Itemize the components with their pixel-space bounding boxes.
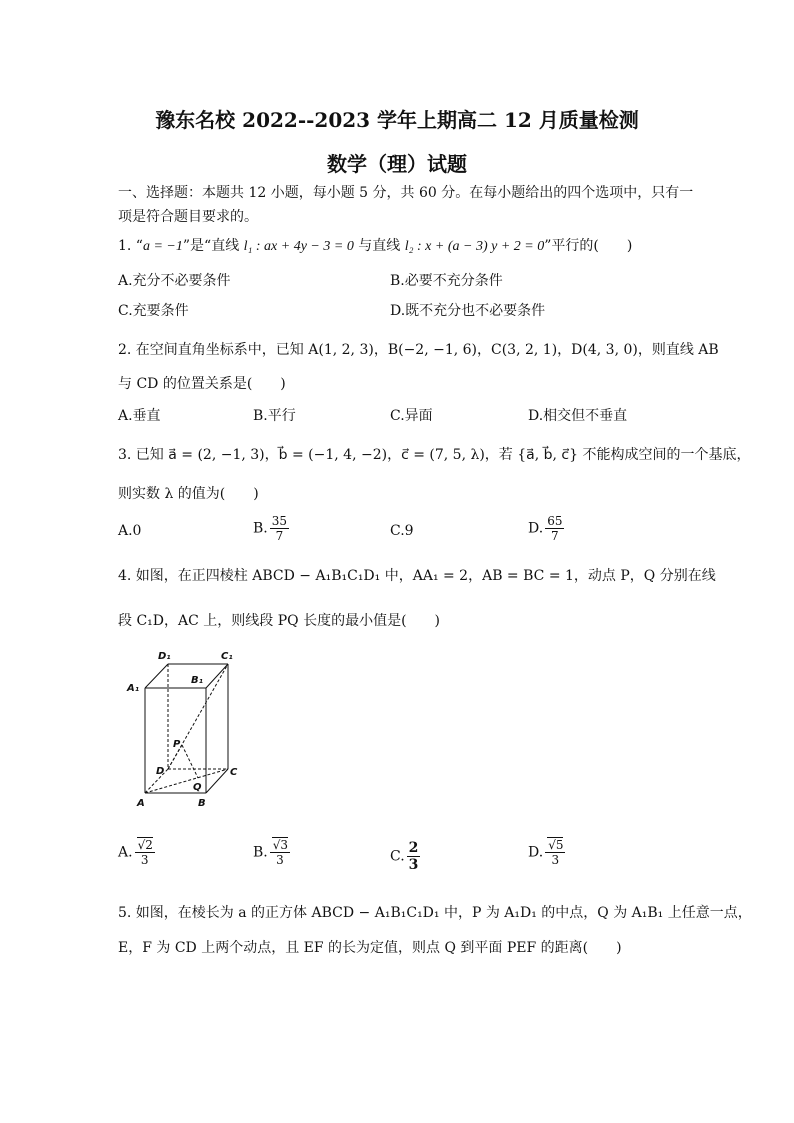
question-4-line2: 段 C₁D，AC 上，则线段 PQ 长度的最小值是( ) <box>118 613 440 629</box>
q4-option-b-denominator: 3 <box>276 853 284 867</box>
q4-option-d <box>528 838 565 867</box>
q2-option-d: D.相交但不垂直 <box>528 408 628 424</box>
label-a: A <box>137 798 145 809</box>
q1-line-l2: l₂ : x + (a − 3) y + 2 = 0 <box>404 239 545 254</box>
label-d1: D₁ <box>158 651 171 662</box>
q4-option-d-label: D. <box>528 844 544 861</box>
q4-option-a-sqrt: √2 <box>137 838 153 852</box>
q2-option-c: C.异面 <box>390 408 433 424</box>
question-1-stem <box>118 235 632 255</box>
question-3-line1: 3. 已知 a⃗ = (2, −1, 3)，b⃗ = (−1, 4, −2)，c⃗ = (7, 5, λ)，若 {a⃗, b⃗, c⃗} 不能构成空间的一个基底， <box>118 447 751 463</box>
q4-option-a-label: A. <box>118 844 133 861</box>
q4-option-a-numerator <box>135 838 155 853</box>
q1-option-a: A.充分不必要条件 <box>118 273 231 289</box>
q1-mid2: 与直线 <box>353 238 405 254</box>
q4-option-c-fraction <box>407 840 421 873</box>
q1-prefix: 1. “ <box>118 238 143 254</box>
edge-b1-c1 <box>206 664 228 688</box>
q4-option-c-numerator: 2 <box>408 840 419 856</box>
q1-option-d: D.既不充分也不必要条件 <box>390 303 546 319</box>
question-4-line1: 4. 如图，在正四棱柱 ABCD − A₁B₁C₁D₁ 中，AA₁ = 2，AB = BC = 1，动点 P，Q 分别在线 <box>118 568 716 584</box>
q4-option-d-sqrt: √5 <box>548 838 564 852</box>
q1-mid1: ”是“直线 <box>182 238 244 254</box>
label-d: D <box>156 766 165 777</box>
label-c: C <box>230 767 238 778</box>
q4-option-d-numerator <box>545 838 565 853</box>
page-title: 豫东名校 2022--2023 学年上期高二 12 月质量检测 <box>155 108 639 132</box>
segment-p-q <box>182 745 198 778</box>
question-3-line2: 则实数 λ 的值为( ) <box>118 486 259 502</box>
label-b1: B₁ <box>191 675 204 686</box>
q4-option-a <box>118 838 155 867</box>
q4-option-a-fraction <box>135 838 155 867</box>
q4-option-b-numerator <box>270 838 290 853</box>
q3-option-b-fraction <box>270 514 289 543</box>
label-a1: A₁ <box>127 683 140 694</box>
q4-option-c <box>390 840 420 873</box>
q1-suffix: ”平行的( ) <box>544 238 633 254</box>
question-2-line2: 与 CD 的位置关系是( ) <box>118 376 286 392</box>
q3-option-d <box>528 514 564 543</box>
q3-option-d-denominator: 7 <box>551 529 559 543</box>
q3-option-d-numerator: 65 <box>547 514 563 528</box>
question-5-line1: 5. 如图，在棱长为 a 的正方体 ABCD − A₁B₁C₁D₁ 中，P 为 A₁D₁ 的中点，Q 为 A₁B₁ 上任意一点， <box>118 905 752 921</box>
q3-option-c: C.9 <box>390 523 414 539</box>
question-2-line1: 2. 在空间直角坐标系中，已知 A(1, 2, 3)，B(−2, −1, 6)，C(3, 2, 1)，D(4, 3, 0)，则直线 AB <box>118 342 719 358</box>
q2-option-b: B.平行 <box>253 408 296 424</box>
q1-condition: a = −1 <box>142 239 183 254</box>
section-intro-line1: 一、选择题：本题共 12 小题，每小题 5 分，共 60 分。在每小题给出的四个选项中，只有一 <box>118 185 694 201</box>
edge-a1-d1 <box>145 664 168 688</box>
q4-option-b-sqrt: √3 <box>272 838 289 852</box>
label-c1: C₁ <box>221 651 233 662</box>
label-q: Q <box>193 782 202 793</box>
page-subtitle: 数学（理）试题 <box>327 152 467 176</box>
q4-option-b-label: B. <box>253 844 268 861</box>
q3-option-d-fraction <box>545 514 564 543</box>
q3-option-b-numerator: 35 <box>271 514 288 528</box>
q3-option-b <box>253 514 289 543</box>
label-b: B <box>198 798 206 809</box>
q4-option-d-fraction <box>545 838 565 867</box>
q1-option-b: B.必要不充分条件 <box>390 273 503 289</box>
q1-line-l1: l₁ : ax + 4y − 3 = 0 <box>243 239 354 254</box>
q3-option-b-label: B. <box>253 520 268 537</box>
q3-option-b-denominator: 7 <box>275 529 284 543</box>
q4-option-c-denominator: 3 <box>408 857 419 873</box>
q2-option-a: A.垂直 <box>118 408 161 424</box>
section-intro-line2: 项是符合题目要求的。 <box>118 209 258 225</box>
question-5-line2: E，F 为 CD 上两个动点，且 EF 的长为定值，则点 Q 到平面 PEF 的距离( ) <box>118 940 622 956</box>
label-p: P <box>173 739 181 750</box>
prism-figure <box>120 645 245 815</box>
q3-option-a: A.0 <box>118 523 142 539</box>
q4-option-d-denominator: 3 <box>551 853 560 867</box>
q4-option-b-fraction <box>270 838 290 867</box>
q4-option-a-denominator: 3 <box>140 853 149 867</box>
q3-option-d-label: D. <box>528 520 544 537</box>
q4-option-c-label: C. <box>390 848 405 865</box>
edge-b-c <box>206 769 228 793</box>
q4-option-b <box>253 838 290 867</box>
q1-option-c: C.充要条件 <box>118 303 189 319</box>
